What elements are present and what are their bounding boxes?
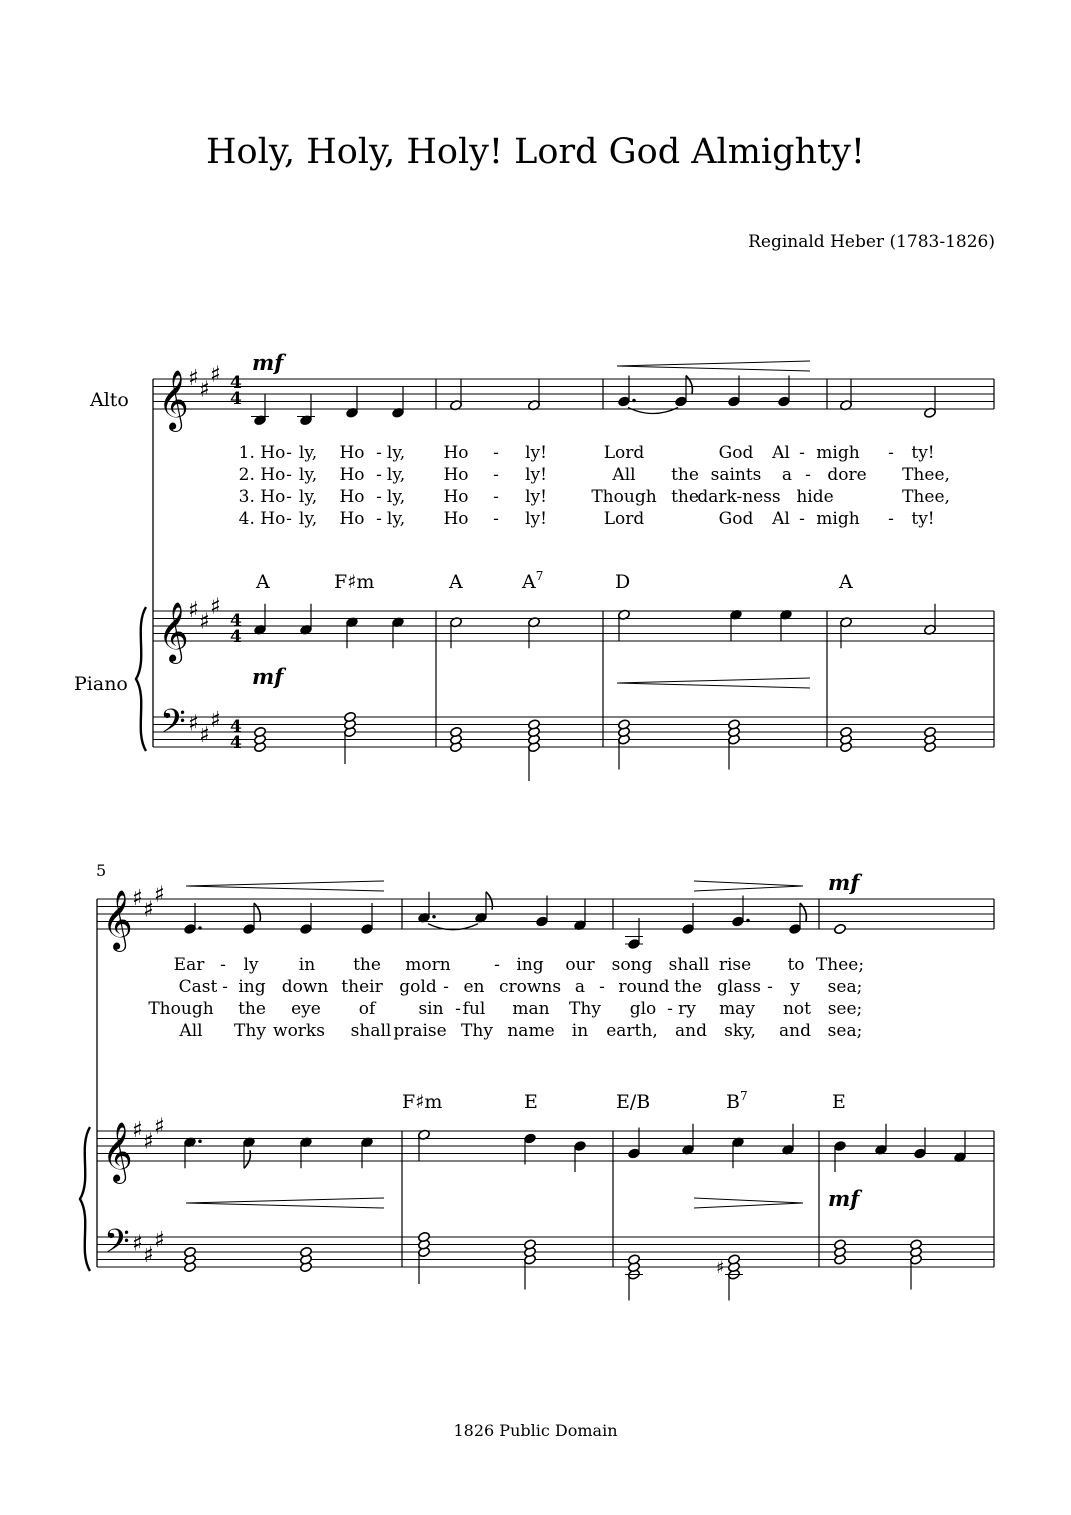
lyric-syllable: -: [799, 443, 805, 463]
diminuendo-hairpin: [694, 1203, 803, 1208]
lyric-syllable: Ho: [339, 487, 365, 507]
lyric-syllable: ly,: [386, 443, 406, 463]
augmentation-dot: [198, 926, 202, 930]
lyric-syllable: Ear: [173, 955, 205, 975]
lyric-syllable: -: [599, 977, 605, 997]
lyric-syllable: -: [767, 977, 773, 997]
note-flag: [254, 903, 260, 921]
note-flag: [486, 892, 492, 910]
lyric-syllable: migh: [816, 509, 860, 529]
lyric-syllable: the: [674, 977, 702, 997]
lyric-syllable: -: [667, 999, 673, 1019]
composer-credit: Reginald Heber (1783-1826): [748, 232, 995, 252]
key-signature-sharp: ♯: [210, 707, 221, 733]
lyric-syllable: -: [286, 509, 292, 529]
lyric-syllable: Thy: [569, 999, 601, 1019]
key-signature-sharp: ♯: [132, 1231, 143, 1257]
lyric-syllable: ly,: [298, 509, 318, 529]
lyric-syllable: hide: [796, 487, 834, 507]
lyric-syllable: -: [376, 443, 382, 463]
lyric-syllable: ing: [238, 977, 266, 997]
key-signature-sharp: ♯: [188, 711, 199, 737]
key-signature-sharp: ♯: [154, 1114, 165, 1140]
lyric-syllable: sea;: [827, 1021, 863, 1041]
key-signature-sharp: ♯: [199, 722, 210, 748]
instrument-label-alto: Alto: [90, 389, 129, 411]
dynamic-marking: mf: [828, 1186, 860, 1211]
chord-symbol: [726, 1089, 748, 1113]
lyric-syllable: ly,: [386, 509, 406, 529]
time-signature-top: 4: [230, 611, 242, 631]
lyric-syllable: All: [612, 465, 636, 485]
lyric-syllable: Thy: [234, 1021, 266, 1041]
key-signature-sharp: ♯: [210, 362, 221, 388]
lyric-syllable: Thee;: [815, 955, 865, 975]
diminuendo-hairpin: [694, 881, 803, 886]
chord-superscript: 7: [739, 1089, 748, 1103]
augmentation-dot: [432, 915, 436, 919]
lyric-syllable: sea;: [827, 977, 863, 997]
lyric-syllable: ing: [516, 955, 544, 975]
key-signature-sharp: ♯: [143, 1242, 154, 1268]
lyric-syllable: y: [790, 977, 800, 997]
accidental-sharp: ♯: [716, 1258, 725, 1278]
key-signature-sharp: ♯: [199, 377, 210, 403]
lyric-syllable: Lord: [603, 509, 645, 529]
lyric-syllable: -: [493, 487, 499, 507]
lyric-syllable: Cast: [178, 977, 218, 997]
grand-staff-brace: [80, 1127, 90, 1271]
lyric-syllable: Al: [772, 509, 790, 529]
lyric-syllable: our: [565, 955, 595, 975]
lyric-syllable: Lord: [603, 443, 645, 463]
lyric-syllable: Though: [591, 487, 657, 507]
chord-symbol: A: [839, 571, 853, 593]
lyric-syllable: ly,: [298, 487, 318, 507]
lyric-syllable: shall: [350, 1021, 392, 1041]
dynamic-marking: mf: [252, 664, 284, 689]
lyric-syllable: migh: [816, 443, 860, 463]
lyric-syllable: ty!: [911, 509, 935, 529]
lyric-syllable: gold: [399, 977, 437, 997]
crescendo-hairpin: [186, 1198, 384, 1203]
lyric-syllable: -: [493, 465, 499, 485]
lyric-syllable: Thee,: [902, 487, 950, 507]
chord-symbol: E: [524, 1091, 538, 1113]
chord-symbol: D: [615, 571, 631, 593]
lyric-syllable: song: [611, 955, 653, 975]
lyric-syllable: Ho: [443, 443, 469, 463]
lyric-syllable: round: [618, 977, 670, 997]
lyric-syllable: 2. Ho: [238, 465, 286, 485]
time-signature-bottom: 4: [230, 389, 242, 409]
crescendo-hairpin: [186, 881, 384, 886]
key-signature-sharp: ♯: [188, 598, 199, 623]
key-signature-sharp: ♯: [154, 1227, 165, 1253]
bass-clef: 𝄢: [160, 703, 186, 749]
lyric-syllable: see;: [827, 999, 863, 1019]
note-flag: [800, 903, 806, 921]
diminuendo-hairpin: [694, 886, 803, 891]
lyric-syllable: -: [494, 955, 500, 975]
lyric-syllable: saints: [710, 465, 762, 485]
lyric-syllable: -: [493, 509, 499, 529]
lyric-syllable: Ho: [339, 465, 365, 485]
lyric-syllable: the: [671, 487, 699, 507]
lyric-syllable: en: [463, 977, 485, 997]
instrument-label-piano: Piano: [74, 673, 128, 695]
time-signature-top: 4: [230, 717, 242, 737]
tie: [628, 408, 678, 414]
lyric-syllable: ly!: [525, 465, 547, 485]
lyric-syllable: Ho: [339, 443, 365, 463]
lyric-syllable: praise: [393, 1021, 447, 1041]
lyric-syllable: -: [376, 465, 382, 485]
augmentation-dot: [746, 919, 750, 923]
lyric-syllable: the: [353, 955, 381, 975]
chord-symbol: [521, 569, 543, 593]
note-flag: [686, 376, 692, 394]
lyric-syllable: Al: [772, 443, 790, 463]
lyric-syllable: -: [455, 999, 461, 1019]
lyric-syllable: dark-ness: [697, 487, 781, 507]
lyric-syllable: works: [273, 1021, 325, 1041]
lyric-syllable: 1. Ho: [238, 443, 286, 463]
key-signature-sharp: ♯: [143, 897, 154, 923]
lyric-syllable: sin: [418, 999, 444, 1019]
lyric-syllable: and: [779, 1021, 811, 1041]
lyric-syllable: a: [781, 465, 793, 485]
lyric-syllable: Ho: [339, 509, 365, 529]
chord-symbol: F♯m: [334, 571, 375, 593]
lyric-syllable: the: [671, 465, 699, 485]
lyric-syllable: -: [493, 443, 499, 463]
lyric-syllable: 3. Ho: [238, 487, 286, 507]
lyric-syllable: ly,: [298, 465, 318, 485]
crescendo-hairpin: [617, 678, 810, 683]
lyric-syllable: to: [787, 955, 805, 975]
lyric-syllable: -: [220, 955, 226, 975]
key-signature-sharp: ♯: [132, 1118, 143, 1143]
lyric-syllable: -: [376, 509, 382, 529]
crescendo-hairpin: [186, 1203, 384, 1208]
lyric-syllable: -: [286, 465, 292, 485]
grand-staff-brace: [136, 607, 146, 751]
lyric-syllable: God: [718, 443, 754, 463]
lyric-syllable: ly!: [525, 509, 547, 529]
lyric-syllable: glass: [717, 977, 761, 997]
lyric-syllable: Ho: [443, 465, 469, 485]
lyric-syllable: -: [888, 443, 894, 463]
lyric-syllable: may: [719, 999, 755, 1019]
lyric-syllable: down: [281, 977, 329, 997]
lyric-syllable: -: [805, 465, 811, 485]
crescendo-hairpin: [186, 886, 384, 891]
crescendo-hairpin: [617, 366, 810, 371]
lyric-syllable: man: [512, 999, 550, 1019]
lyric-syllable: ly: [243, 955, 259, 975]
key-signature-sharp: ♯: [199, 609, 210, 635]
chord-superscript: 7: [535, 569, 544, 583]
lyric-syllable: Thee,: [902, 465, 950, 485]
lyric-syllable: -: [888, 509, 894, 529]
lyric-syllable: -: [222, 977, 228, 997]
lyric-syllable: ful: [462, 999, 486, 1019]
lyric-syllable: ly,: [386, 487, 406, 507]
lyric-syllable: of: [358, 999, 376, 1019]
lyric-syllable: All: [179, 1021, 203, 1041]
bass-clef: 𝄢: [104, 1223, 130, 1269]
time-signature-bottom: 4: [230, 733, 242, 753]
lyric-syllable: the: [238, 999, 266, 1019]
key-signature-sharp: ♯: [210, 594, 221, 620]
lyric-syllable: ly,: [298, 443, 318, 463]
key-signature-sharp: ♯: [143, 1129, 154, 1155]
dynamic-marking: mf: [252, 350, 284, 375]
augmentation-dot: [198, 1139, 202, 1143]
lyric-syllable: Ho: [443, 509, 469, 529]
lyric-syllable: Thy: [461, 1021, 493, 1041]
measure-number: 5: [96, 861, 107, 880]
lyric-syllable: in: [571, 1021, 589, 1041]
chord-symbol: F♯m: [402, 1091, 443, 1113]
chord-root: A: [522, 571, 536, 593]
lyric-syllable: eye: [291, 999, 321, 1019]
lyric-syllable: shall: [668, 955, 710, 975]
treble-clef: 𝄞: [158, 602, 189, 662]
augmentation-dot: [632, 399, 636, 403]
lyric-syllable: crowns: [498, 977, 562, 997]
treble-clef: 𝄞: [102, 890, 133, 950]
lyric-syllable: in: [298, 955, 316, 975]
diminuendo-hairpin: [694, 1198, 803, 1203]
dynamic-marking: mf: [828, 870, 860, 895]
lyric-syllable: dore: [827, 465, 867, 485]
lyric-syllable: ry: [678, 999, 696, 1019]
lyric-syllable: -: [286, 487, 292, 507]
chord-symbol: A: [449, 571, 463, 593]
treble-clef: 𝄞: [102, 1122, 133, 1182]
lyric-syllable: morn: [405, 955, 451, 975]
lyric-syllable: earth,: [606, 1021, 658, 1041]
lyric-syllable: and: [675, 1021, 707, 1041]
time-signature-bottom: 4: [230, 627, 242, 647]
crescendo-hairpin: [617, 361, 810, 366]
chord-symbol: A: [256, 571, 270, 593]
time-signature-top: 4: [230, 373, 242, 393]
lyric-syllable: -: [443, 977, 449, 997]
key-signature-sharp: ♯: [132, 886, 143, 911]
lyric-syllable: -: [799, 509, 805, 529]
lyric-syllable: sky,: [724, 1021, 756, 1041]
lyric-syllable: rise: [718, 955, 752, 975]
lyric-syllable: name: [507, 1021, 555, 1041]
lyric-syllable: their: [341, 977, 383, 997]
chord-root: B: [726, 1091, 740, 1113]
lyric-syllable: 4. Ho: [238, 509, 286, 529]
page-title: Holy, Holy, Holy! Lord God Almighty!: [206, 132, 865, 172]
chord-symbol: E: [832, 1091, 846, 1113]
lyric-syllable: ly!: [525, 487, 547, 507]
lyric-syllable: ty!: [911, 443, 935, 463]
lyric-syllable: a: [574, 977, 586, 997]
lyric-syllable: ly!: [525, 443, 547, 463]
key-signature-sharp: ♯: [154, 882, 165, 908]
note-flag: [244, 1150, 250, 1168]
lyric-syllable: ly,: [386, 465, 406, 485]
key-signature-sharp: ♯: [188, 366, 199, 391]
lyric-syllable: God: [718, 509, 754, 529]
lyric-syllable: Though: [148, 999, 214, 1019]
notehead: [834, 923, 847, 934]
lyric-syllable: -: [376, 487, 382, 507]
copyright-footer: 1826 Public Domain: [453, 1421, 618, 1440]
chord-symbol: E/B: [616, 1091, 651, 1113]
lyric-syllable: glo: [629, 999, 657, 1019]
crescendo-hairpin: [617, 683, 810, 688]
treble-clef: 𝄞: [158, 370, 189, 430]
lyric-syllable: not: [782, 999, 812, 1019]
lyric-syllable: -: [286, 443, 292, 463]
lyric-syllable: Ho: [443, 487, 469, 507]
